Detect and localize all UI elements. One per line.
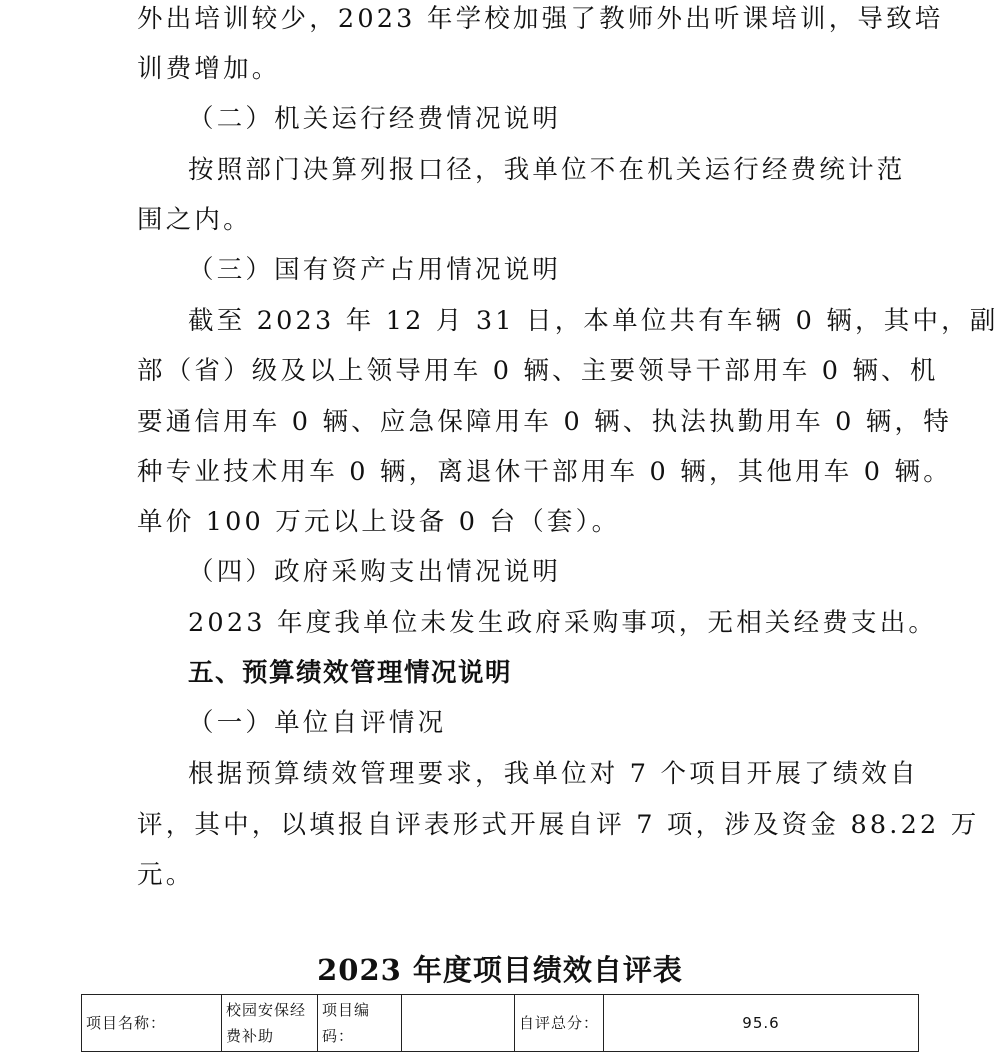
- self-score-label: 自评总分：: [515, 995, 604, 1052]
- section-heading: （二）机关运行经费情况说明: [188, 104, 562, 134]
- project-code-value: [402, 995, 515, 1052]
- self-score-value: 95.6: [604, 995, 919, 1052]
- section-heading: （一）单位自评情况: [188, 708, 447, 738]
- paragraph-line: 要通信用车 0 辆、应急保障用车 0 辆、执法执勤用车 0 辆，特: [137, 407, 952, 437]
- paragraph-line: 外出培训较少，2023 年学校加强了教师外出听课培训，导致培: [137, 4, 944, 34]
- section-heading: （四）政府采购支出情况说明: [188, 557, 562, 587]
- paragraph-line: 部（省）级及以上领导用车 0 辆、主要领导干部用车 0 辆、机: [137, 356, 939, 386]
- paragraph-line: 种专业技术用车 0 辆，离退休干部用车 0 辆，其他用车 0 辆。: [137, 457, 952, 487]
- paragraph-line: 2023 年度我单位未发生政府采购事项，无相关经费支出。: [188, 608, 938, 638]
- paragraph-line: 根据预算绩效管理要求，我单位对 7 个项目开展了绩效自: [188, 759, 919, 789]
- paragraph-line: 截至 2023 年 12 月 31 日，本单位共有车辆 0 辆，其中，副: [188, 306, 999, 336]
- chapter-heading: 五、预算绩效管理情况说明: [188, 658, 513, 688]
- paragraph-line: 单价 100 万元以上设备 0 台（套）。: [137, 507, 621, 537]
- table-title: 2023 年度项目绩效自评表: [317, 953, 683, 987]
- section-heading: （三）国有资产占用情况说明: [188, 255, 562, 285]
- paragraph-line: 按照部门决算列报口径，我单位不在机关运行经费统计范: [188, 155, 906, 185]
- paragraph-line: 围之内。: [137, 205, 252, 235]
- paragraph-line: 训费增加。: [137, 54, 281, 84]
- project-name-value: 校园安保经费补助: [222, 995, 318, 1052]
- paragraph-line: 元。: [137, 860, 195, 890]
- paragraph-line: 评，其中，以填报自评表形式开展自评 7 项，涉及资金 88.22 万: [137, 810, 980, 840]
- table-row: [82, 995, 919, 1052]
- project-code-label: 项目编码：: [318, 995, 402, 1052]
- evaluation-table: [81, 994, 919, 1052]
- project-name-label: 项目名称：: [82, 995, 222, 1052]
